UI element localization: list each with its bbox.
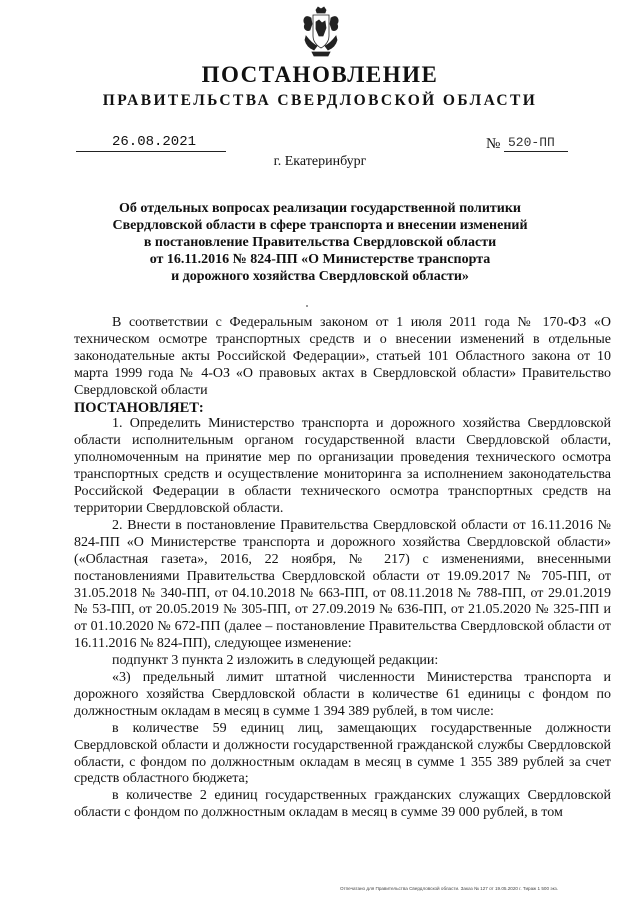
number-sign: № [486,136,501,152]
document-date: 26.08.2021 [112,134,197,150]
date-underline [76,151,226,152]
decree-word: ПОСТАНОВЛЯЕТ: [74,399,204,416]
paragraph-2: 2. Внести в постановление Правительства Свердловской области от 16.11.2016 № 824-ПП «О Министерстве транспорта и дорожного хозяйства Свердловской области» («Областная газета», 2016, 22 ноября, № 217) с изменениями, внесенными постановлениями Правительства Свердловской области от 19.09.2017 № 705-ПП, от 31.05.2018 № 340-ПП, от 04.10.2018 № 663-ПП, от 08.11.2018 № 788-ПП, от 29.01.2019 № 53-ПП, от 20.05.2019 № 305-ПП, от 27.09.2019 № 636-ПП, от 21.05.2020 № 325-ПП и от 01.10.2020 № 672-ПП (далее – постановление Правительства Свердловской области от 16.11.2016 № 824-ПП), следующее изменение: [74,517,611,652]
scan-mark [306,305,308,307]
coat-of-arms-icon [301,6,341,58]
heading-line: Об отдельных вопросах реализации государственной политики [119,201,521,216]
document-number: 520-ПП [508,135,555,150]
heading-line: в постановление Правительства Свердловской области [143,235,497,250]
paragraph-6: в количестве 2 единиц государственных гражданских служащих Свердловской области с фондом по должностным окладам в месяц в сумме 39 000 рублей, в том [74,788,611,821]
heading-line: Свердловской области в сфере транспорта и внесении изменений [112,218,528,233]
heading-line: и дорожного хозяйства Свердловской области» [171,269,469,284]
paragraph-4: «3) предельный лимит штатной численности Министерства транспорта и дорожного хозяйства Свердловской области в количестве 61 единицы с фондом по должностным окладам в месяц в сумме 1 394 389 рублей, в том числе: [74,670,611,719]
paragraph-1: 1. Определить Министерство транспорта и дорожного хозяйства Свердловской области исполнительным органом государственной власти Свердловской области, уполномоченным на принятие мер по организации проведения технического осмотра транспортных средств и осуществление мониторинга за исполнением законодательства Российской Федерации в области технического осмотра транспортных средств на территории Свердловской области. [74,416,611,516]
document-subtitle: ПРАВИТЕЛЬСТВА СВЕРДЛОВСКОЙ ОБЛАСТИ [102,92,538,109]
heading-line: от 16.11.2016 № 824-ПП «О Министерстве транспорта [149,252,491,267]
print-note: Отпечатано для Правительства Свердловской области. Заказ № 127 от 19.05.2020 г. Тираж 1 500 экз. [340,886,559,891]
city: г. Екатеринбург [273,154,367,169]
document-body [74,315,611,822]
document-heading [100,200,540,285]
paragraph-5: в количестве 59 единиц лиц, замещающих государственные должности Свердловской области и должности государственной гражданской службы Свердловской области, с фондом по должностным окладам в месяц в сумме 1 355 389 рублей за счет средств областного бюджета; [74,720,611,787]
paragraph-intro: В соответствии с Федеральным законом от 1 июля 2011 года № 170-ФЗ «О техническом осмотре транспортных средств и о внесении изменений в отдельные законодательные акты Российской Федерации», статьей 101 Областного закона от 10 марта 1999 года № 4-ОЗ «О правовых актах в Свердловской области» Правительство Свердловской области [74,315,611,398]
number-underline [504,151,568,152]
document-title: ПОСТАНОВЛЕНИЕ [201,62,439,87]
paragraph-3: подпункт 3 пункта 2 изложить в следующей редакции: [112,653,439,669]
